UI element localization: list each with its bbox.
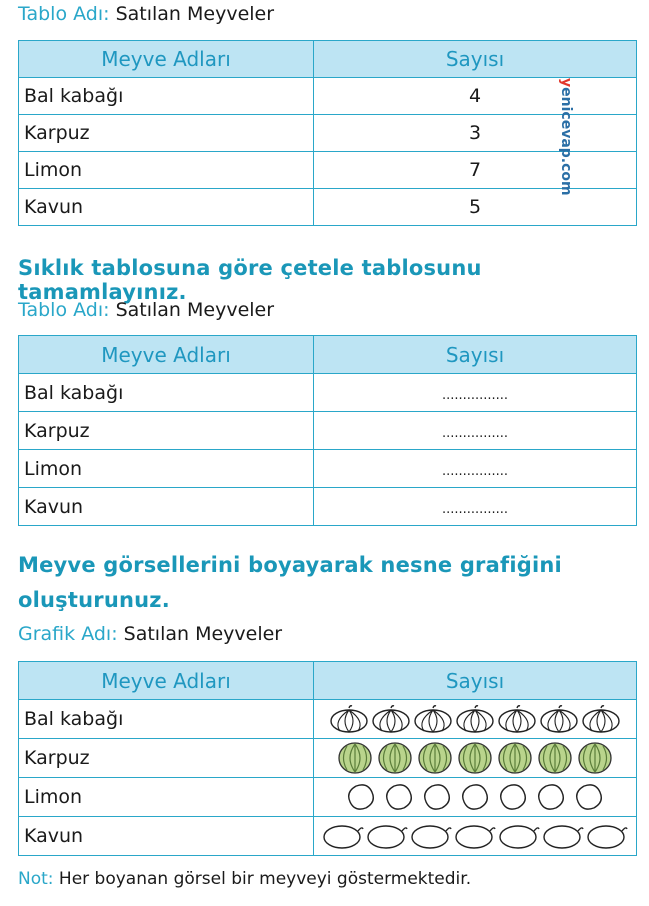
table-row — [19, 817, 637, 856]
graph-caption — [18, 623, 282, 645]
fruit-name: Kavun — [19, 488, 314, 526]
pumpkin-icon[interactable] — [371, 704, 411, 734]
table-row — [19, 450, 637, 488]
note — [18, 869, 471, 889]
watermelon-icon[interactable] — [496, 741, 534, 775]
fruit-name: Limon — [19, 778, 314, 817]
melon-icon[interactable] — [542, 822, 584, 850]
fruit-name: Limon — [19, 450, 314, 488]
instruction-1: Sıklık tablosuna göre çetele tablosunu tamamlayınız. — [18, 256, 482, 304]
answer-blank[interactable] — [314, 450, 637, 488]
fruit-count: 4 — [314, 78, 637, 115]
table1-header-count: Sayısı — [314, 41, 637, 78]
pumpkin-icon[interactable] — [497, 704, 537, 734]
watermelon-icon[interactable] — [536, 741, 574, 775]
pictograph-table — [18, 661, 637, 856]
melon-icon[interactable] — [410, 822, 452, 850]
pumpkin-icon[interactable] — [413, 704, 453, 734]
instruction-2-line-2: oluşturunuz. — [18, 588, 170, 612]
watermark-prefix: y — [558, 78, 574, 88]
blank-dots: ................ — [441, 463, 509, 479]
graph-header-count: Sayısı — [314, 662, 637, 700]
melon-icon[interactable] — [454, 822, 496, 850]
pumpkin-icon[interactable] — [539, 704, 579, 734]
tally-table — [18, 335, 637, 526]
table1-header-name: Meyve Adları — [19, 41, 314, 78]
table-row — [19, 189, 637, 226]
fruit-name: Karpuz — [19, 115, 314, 152]
fruit-name: Bal kabağı — [19, 700, 314, 739]
table-row — [19, 778, 637, 817]
table-row — [19, 115, 637, 152]
fruit-count: 5 — [314, 189, 637, 226]
note-label: Not: — [18, 869, 54, 889]
pumpkin-icon[interactable] — [455, 704, 495, 734]
answer-blank[interactable] — [314, 374, 637, 412]
pumpkin-icon[interactable] — [329, 704, 369, 734]
icon-row — [314, 822, 636, 850]
table-row — [19, 488, 637, 526]
watermark — [558, 78, 574, 196]
watermelon-icon[interactable] — [456, 741, 494, 775]
table-row — [19, 152, 637, 189]
fruit-name: Kavun — [19, 817, 314, 856]
fruit-count: 3 — [314, 115, 637, 152]
fruit-name: Karpuz — [19, 739, 314, 778]
watermark-text: enicevap.com — [558, 87, 574, 196]
table-row — [19, 700, 637, 739]
note-text: Her boyanan görsel bir meyveyi göstermektedir. — [58, 869, 472, 889]
watermelon-icon[interactable] — [576, 741, 614, 775]
fruit-name: Bal kabağı — [19, 374, 314, 412]
table-row — [19, 412, 637, 450]
watermelon-icon[interactable] — [416, 741, 454, 775]
table-row — [19, 374, 637, 412]
graph-caption-label: Grafik Adı: — [18, 623, 118, 645]
fruit-name: Bal kabağı — [19, 78, 314, 115]
table2-caption — [18, 299, 274, 321]
fruit-name: Kavun — [19, 189, 314, 226]
melon-icon[interactable] — [586, 822, 628, 850]
graph-header-name: Meyve Adları — [19, 662, 314, 700]
table2-header-name: Meyve Adları — [19, 336, 314, 374]
fruit-name: Karpuz — [19, 412, 314, 450]
lemon-icon[interactable] — [571, 782, 607, 812]
watermelon-icon[interactable] — [336, 741, 374, 775]
melon-icon[interactable] — [366, 822, 408, 850]
instruction-2-line-1: Meyve görsellerini boyayarak nesne grafiğini — [18, 553, 562, 577]
blank-dots: ................ — [441, 387, 509, 403]
lemon-icon[interactable] — [419, 782, 455, 812]
fruit-name: Limon — [19, 152, 314, 189]
lemon-icon[interactable] — [457, 782, 493, 812]
answer-blank[interactable] — [314, 412, 637, 450]
icon-row — [314, 704, 636, 734]
table-row — [19, 78, 637, 115]
melon-icon[interactable] — [498, 822, 540, 850]
melon-icon[interactable] — [322, 822, 364, 850]
table1-caption-value: Satılan Meyveler — [115, 3, 275, 25]
table2-caption-value: Satılan Meyveler — [115, 299, 275, 321]
icon-row — [314, 741, 636, 775]
lemon-icon[interactable] — [533, 782, 569, 812]
table2-header-count: Sayısı — [314, 336, 637, 374]
pumpkin-icon[interactable] — [581, 704, 621, 734]
table1-caption — [18, 3, 274, 25]
frequency-table — [18, 40, 637, 226]
table-row — [19, 739, 637, 778]
watermelon-icon[interactable] — [376, 741, 414, 775]
blank-dots: ................ — [441, 425, 509, 441]
fruit-count: 7 — [314, 152, 637, 189]
table2-caption-label: Tablo Adı: — [18, 299, 110, 321]
lemon-icon[interactable] — [343, 782, 379, 812]
icon-row — [314, 782, 636, 812]
lemon-icon[interactable] — [495, 782, 531, 812]
blank-dots: ................ — [441, 501, 509, 517]
table1-caption-label: Tablo Adı: — [18, 3, 110, 25]
answer-blank[interactable] — [314, 488, 637, 526]
graph-caption-value: Satılan Meyveler — [123, 623, 283, 645]
lemon-icon[interactable] — [381, 782, 417, 812]
